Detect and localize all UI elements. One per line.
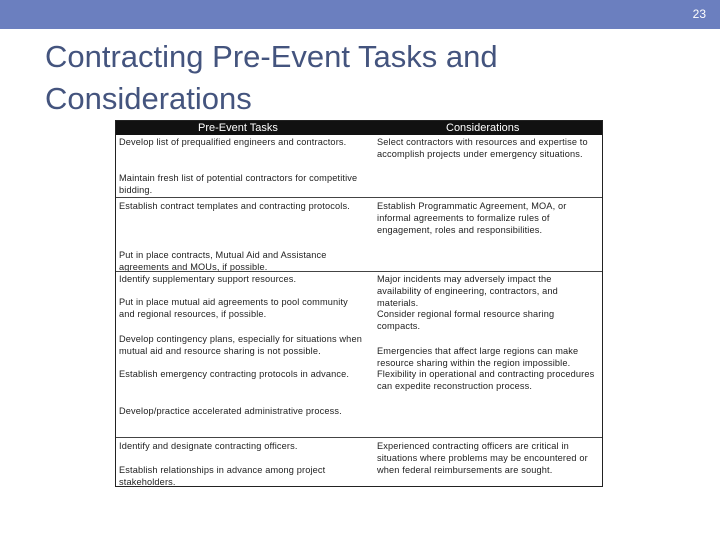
consideration-large-region-emergencies: Emergencies that affect large regions can make resource sharing within the region impossible. — [377, 346, 579, 368]
consideration-major-incidents: Major incidents may adversely impact the availability of engineering, contractors, and materials. — [377, 274, 558, 308]
task-emergency-protocols: Establish emergency contracting protocols in advance. — [119, 369, 350, 379]
task-contracting-officers: Identify and designate contracting officers. — [119, 441, 298, 451]
header-considerations: Considerations — [446, 122, 520, 134]
consideration-experienced-officers: Experienced contracting officers are critical in situations where problems may be encountered or when federal reimbursements are sought. — [377, 441, 588, 475]
task-accelerated-process: Develop/practice accelerated administrative process. — [119, 406, 342, 416]
slide-title: Contracting Pre-Event Tasks and Considerations — [45, 39, 498, 116]
consideration-programmatic-agreement: Establish Programmatic Agreement, MOA, or informal agreements to formalize rules of engagement, roles and responsibilities. — [377, 201, 567, 235]
consideration-flexibility: Flexibility in operational and contracting procedures can expedite reconstruction process. — [377, 369, 595, 391]
header-pre-event-tasks: Pre-Event Tasks — [198, 122, 278, 134]
consideration-select-contractors: Select contractors with resources and expertise to accomplish projects under emergency situations. — [377, 137, 588, 159]
task-stakeholder-relationships: Establish relationships in advance among project stakeholders. — [119, 465, 326, 487]
task-prequalified-list: Develop list of prequalified engineers and contractors. — [119, 137, 347, 147]
slide-number: 23 — [692, 7, 706, 21]
row-divider — [116, 271, 602, 272]
consideration-regional-compacts: Consider regional formal resource sharing compacts. — [377, 309, 555, 331]
top-banner — [0, 0, 720, 29]
task-fresh-list: Maintain fresh list of potential contractors for competitive bidding. — [119, 173, 358, 195]
row-divider — [116, 437, 602, 438]
task-supplementary-resources: Identify supplementary support resources. — [119, 274, 297, 284]
row-divider — [116, 197, 602, 198]
table-header — [116, 121, 602, 135]
task-pool-resources: Put in place mutual aid agreements to pool community and regional resources, if possible. — [119, 297, 348, 319]
task-contingency-plans: Develop contingency plans, especially for situations when mutual aid and resource sharing is not possible. — [119, 334, 362, 356]
task-mutual-aid-contracts: Put in place contracts, Mutual Aid and Assistance agreements and MOUs, if possible. — [119, 250, 327, 272]
tasks-table — [115, 120, 603, 487]
task-contract-templates: Establish contract templates and contracting protocols. — [119, 201, 350, 211]
